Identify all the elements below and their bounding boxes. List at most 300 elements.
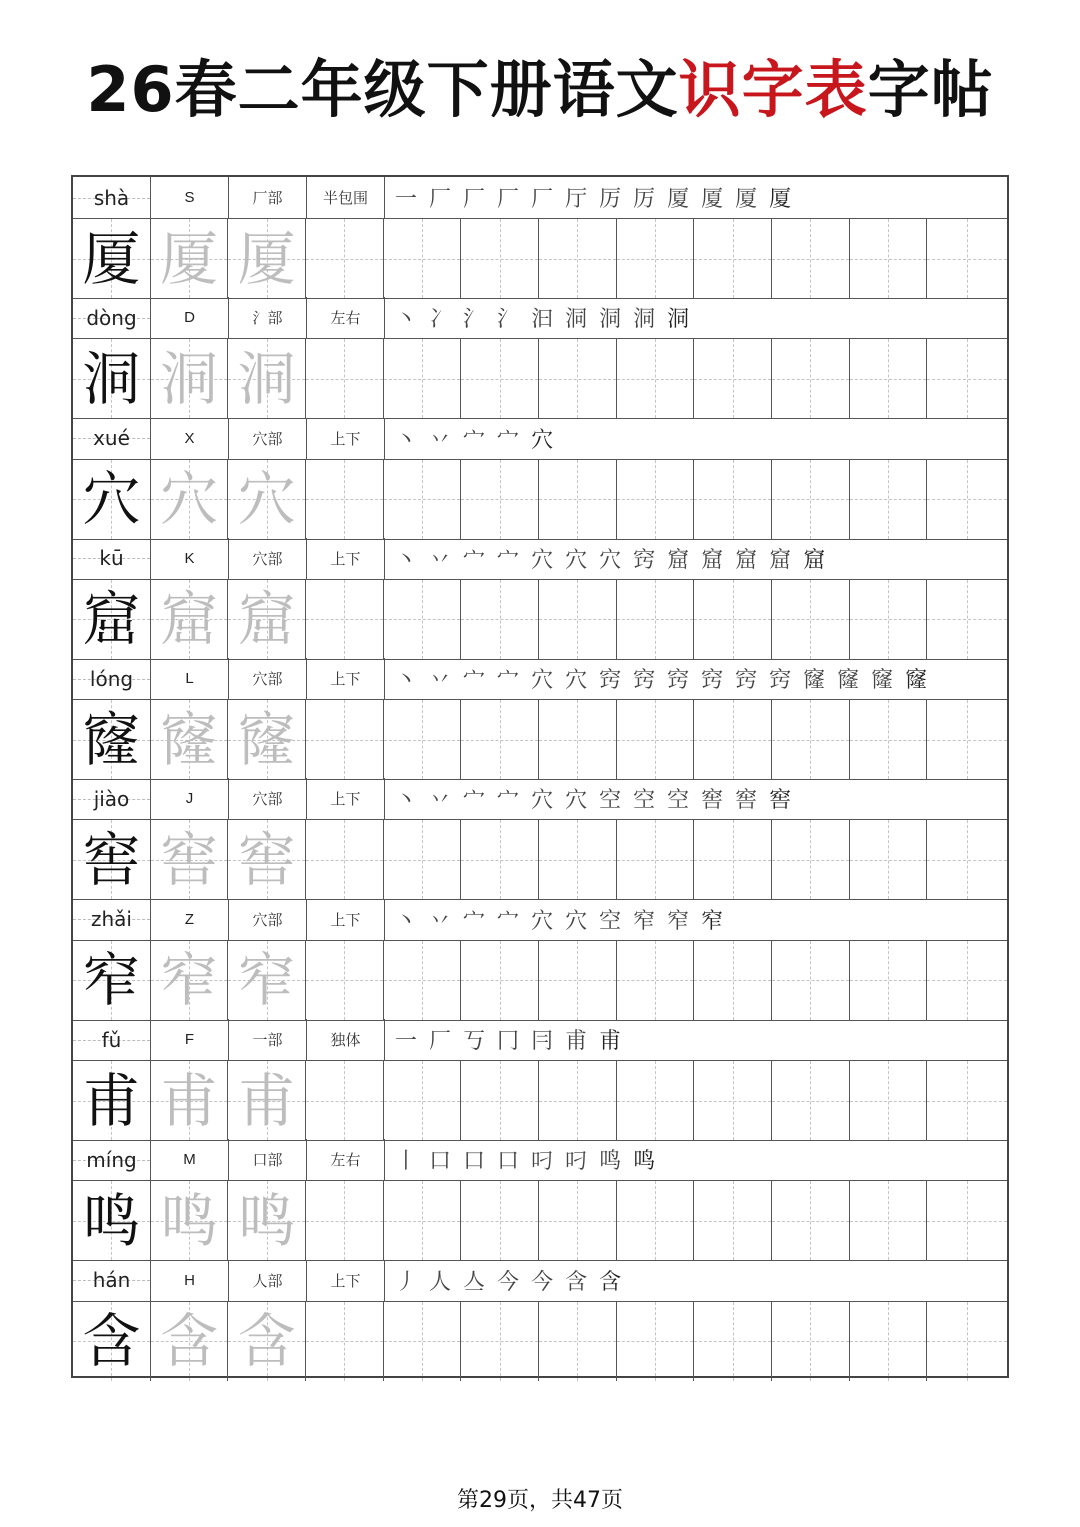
stroke-step: 氵 [463,307,486,333]
stroke-order [385,1019,1007,1060]
writing-box[interactable] [927,339,1007,418]
writing-box[interactable] [306,1061,384,1140]
stroke-step: 冂 [497,1029,520,1055]
trace-character: 厦 [160,224,219,293]
stroke-step: 丶 [395,668,418,694]
stroke-step: 丶 [395,908,418,934]
stroke-step: 人 [429,1269,452,1295]
writing-box[interactable] [927,1302,1007,1381]
stroke-order [385,418,1007,459]
writing-box[interactable] [617,339,695,418]
pinyin: jiào [93,786,130,811]
stroke-step: 宀 [463,427,486,453]
trace-character: 厦 [237,224,296,293]
writing-box[interactable] [306,1181,384,1260]
writing-box [151,941,229,1020]
writing-box[interactable] [461,460,539,539]
writing-box[interactable] [384,820,462,899]
character-entry [73,177,1007,297]
writing-box [228,460,306,539]
stroke-step: 空 [667,788,690,814]
info-row [73,297,1007,339]
writing-box [73,700,151,779]
stroke-step: 窿 [871,668,894,694]
stroke-step: 窍 [633,547,656,573]
initial-letter-cell [151,1019,229,1060]
writing-box[interactable] [772,460,850,539]
pinyin: míng [86,1147,137,1172]
stroke-step: 穴 [531,427,554,453]
writing-grid-row [73,1061,1007,1141]
radical: 氵部 [252,309,283,328]
stroke-step: 窖 [735,788,758,814]
model-character: 窖 [82,825,141,894]
stroke-step: 丷 [429,427,452,453]
info-row [73,1260,1007,1302]
writing-box[interactable] [461,1061,539,1140]
initial-letter: M [183,1151,196,1169]
writing-box[interactable] [772,1061,850,1140]
stroke-step: 洞 [565,307,588,333]
writing-box[interactable] [850,1181,928,1260]
writing-box[interactable] [384,1181,462,1260]
structure: 上下 [330,1271,361,1290]
writing-grid-row [73,339,1007,419]
stroke-order [385,297,1007,338]
stroke-step: 窿 [837,668,860,694]
stroke-step: 厅 [565,187,588,212]
stroke-step: 穴 [531,547,554,573]
writing-box[interactable] [772,1181,850,1260]
stroke-step: 窍 [735,668,758,694]
initial-letter-cell [151,297,229,338]
structure-cell [307,658,385,699]
stroke-step: 厉 [633,187,656,212]
structure: 上下 [330,790,361,809]
trace-character: 洞 [237,344,296,413]
writing-box[interactable] [694,219,772,298]
info-row [73,177,1007,219]
page-title [0,52,1080,128]
info-row [73,899,1007,941]
stroke-step: 窍 [633,668,656,694]
stroke-step: 宀 [497,547,520,573]
writing-box[interactable] [461,1302,539,1381]
writing-box[interactable] [539,941,617,1020]
writing-box[interactable] [927,820,1007,899]
writing-box[interactable] [850,1302,928,1381]
radical: 穴部 [252,910,283,929]
pinyin: hán [92,1268,131,1293]
stroke-step: 宀 [463,547,486,573]
writing-box[interactable] [850,941,928,1020]
stroke-step: 甫 [565,1029,588,1055]
stroke-step: 穴 [599,547,622,573]
writing-grid-row [73,460,1007,540]
stroke-step: 宀 [497,788,520,814]
initial-letter: J [185,790,194,808]
writing-box[interactable] [306,1302,384,1381]
writing-box[interactable] [694,700,772,779]
stroke-order [385,538,1007,579]
writing-box[interactable] [772,339,850,418]
stroke-step: 窍 [701,668,724,694]
pinyin-cell [73,899,151,940]
writing-box[interactable] [461,1181,539,1260]
trace-character: 含 [160,1307,219,1376]
stroke-step: 口 [429,1149,452,1175]
writing-box [228,580,306,659]
character-entry [73,778,1007,898]
character-entry [73,418,1007,538]
character-entry [73,1260,1007,1380]
pinyin-cell [73,1139,151,1180]
structure: 半包围 [322,189,368,207]
stroke-step: 窄 [701,908,724,934]
info-row [73,538,1007,580]
writing-grid-row [73,700,1007,780]
writing-grid-row [73,941,1007,1021]
structure-cell [307,1260,385,1301]
writing-box[interactable] [850,580,928,659]
writing-box[interactable] [617,1061,695,1140]
writing-box[interactable] [539,580,617,659]
stroke-step: 窖 [701,788,724,814]
writing-box[interactable] [539,820,617,899]
info-row [73,418,1007,460]
structure: 上下 [330,910,361,929]
writing-box[interactable] [850,219,928,298]
writing-box[interactable] [850,339,928,418]
title-part-2: 字帖 [867,53,994,126]
stroke-step: 厂 [531,187,554,212]
stroke-step: 丶 [395,547,418,573]
stroke-step: 厦 [667,187,690,212]
writing-box[interactable] [306,219,384,298]
stroke-step: 宀 [463,788,486,814]
model-character: 鸣 [82,1186,141,1255]
writing-box[interactable] [772,820,850,899]
writing-box[interactable] [539,460,617,539]
writing-box[interactable] [927,460,1007,539]
writing-box[interactable] [306,820,384,899]
writing-box[interactable] [927,700,1007,779]
structure-cell [307,177,385,218]
stroke-step: 宀 [463,668,486,694]
stroke-step: 丨 [395,1149,418,1175]
stroke-step: 丿 [395,1269,418,1295]
writing-box[interactable] [694,1181,772,1260]
stroke-step: 宀 [463,908,486,934]
writing-box [151,580,229,659]
writing-box[interactable] [539,1181,617,1260]
initial-letter-cell [151,899,229,940]
writing-box[interactable] [461,820,539,899]
writing-box[interactable] [539,339,617,418]
writing-box[interactable] [617,580,695,659]
stroke-step: 丶 [395,788,418,814]
writing-box [228,1181,306,1260]
pinyin-cell [73,778,151,819]
radical: 人部 [252,1271,283,1290]
stroke-step: 窟 [667,547,690,573]
pinyin: fǔ [101,1027,122,1052]
stroke-step: 冫 [429,307,452,333]
initial-letter: K [184,549,195,567]
writing-box[interactable] [772,700,850,779]
stroke-step: 丂 [463,1029,486,1055]
writing-box[interactable] [694,1302,772,1381]
writing-box[interactable] [384,580,462,659]
writing-box[interactable] [927,941,1007,1020]
stroke-step: 亼 [463,1269,486,1295]
trace-character: 鸣 [160,1186,219,1255]
writing-box[interactable] [461,700,539,779]
title-part-1: 26春二年级下册语文 [86,53,679,126]
writing-box[interactable] [384,339,462,418]
stroke-order [385,1260,1007,1301]
writing-box [73,1302,151,1381]
stroke-step: 含 [599,1269,622,1295]
writing-box[interactable] [617,1181,695,1260]
stroke-order [385,177,1007,218]
writing-box[interactable] [539,1302,617,1381]
writing-box[interactable] [850,1061,928,1140]
trace-character: 鸣 [237,1186,296,1255]
writing-box[interactable] [772,219,850,298]
pinyin: xué [93,426,130,451]
writing-box [228,820,306,899]
stroke-step: 穴 [531,788,554,814]
stroke-step: 氵 [497,307,520,333]
stroke-step: 穴 [531,668,554,694]
writing-box[interactable] [461,339,539,418]
writing-box[interactable] [384,941,462,1020]
stroke-step: 汩 [531,307,554,333]
radical-cell [229,899,307,940]
stroke-step: 窄 [633,908,656,934]
pinyin-cell [73,658,151,699]
initial-letter-cell [151,538,229,579]
writing-box[interactable] [927,1061,1007,1140]
stroke-step: 厦 [735,187,758,212]
writing-box[interactable] [461,580,539,659]
writing-grid-row [73,1302,1007,1381]
stroke-step: 洞 [633,307,656,333]
writing-box[interactable] [694,1061,772,1140]
trace-character: 窟 [160,585,219,654]
writing-box [73,339,151,418]
writing-box [228,700,306,779]
writing-box[interactable] [617,941,695,1020]
stroke-step: 叼 [531,1149,554,1175]
model-character: 洞 [82,344,141,413]
writing-box[interactable] [539,700,617,779]
stroke-step: 窟 [803,547,826,573]
initial-letter: X [184,429,195,447]
writing-box[interactable] [539,1061,617,1140]
initial-letter-cell [151,1260,229,1301]
pinyin-cell [73,418,151,459]
writing-box[interactable] [850,460,928,539]
writing-grid-row [73,1181,1007,1261]
info-row [73,1019,1007,1061]
writing-box[interactable] [772,941,850,1020]
stroke-step: 穴 [565,908,588,934]
model-character: 厦 [82,224,141,293]
writing-box[interactable] [306,580,384,659]
structure-cell [307,538,385,579]
writing-box[interactable] [694,820,772,899]
stroke-step: 口 [497,1149,520,1175]
writing-box[interactable] [850,820,928,899]
writing-box [151,1181,229,1260]
writing-box[interactable] [384,219,462,298]
stroke-step: 口 [463,1149,486,1175]
structure-cell [307,418,385,459]
stroke-step: 鸣 [599,1149,622,1175]
writing-box [228,339,306,418]
radical-cell [229,1260,307,1301]
stroke-step: 宀 [497,668,520,694]
stroke-step: 窿 [803,668,826,694]
stroke-step: 丶 [395,427,418,453]
writing-grid-row [73,219,1007,299]
initial-letter-cell [151,778,229,819]
writing-box [228,941,306,1020]
stroke-step: 空 [633,788,656,814]
stroke-step: 一 [395,1029,418,1055]
stroke-step: 厂 [497,187,520,212]
model-character: 窄 [82,946,141,1015]
radical: 穴部 [252,670,283,689]
writing-box[interactable] [772,580,850,659]
structure-cell [307,899,385,940]
stroke-step: 窟 [769,547,792,573]
model-character: 窿 [82,705,141,774]
stroke-order [385,899,1007,940]
stroke-step: 穴 [531,908,554,934]
stroke-step: 冃 [531,1029,554,1055]
writing-box[interactable] [617,700,695,779]
writing-box [151,460,229,539]
stroke-step: 今 [531,1269,554,1295]
writing-box[interactable] [694,460,772,539]
info-row [73,778,1007,820]
writing-box[interactable] [306,700,384,779]
character-entry [73,899,1007,1019]
stroke-step: 丶 [395,307,418,333]
writing-box[interactable] [384,1061,462,1140]
radical-cell [229,658,307,699]
writing-box[interactable] [306,941,384,1020]
writing-box [151,1061,229,1140]
trace-character: 窿 [237,705,296,774]
pinyin-cell [73,297,151,338]
writing-box [228,1302,306,1381]
pinyin-cell [73,538,151,579]
writing-box[interactable] [927,1181,1007,1260]
pinyin-cell [73,1019,151,1060]
writing-box [151,339,229,418]
writing-box[interactable] [306,460,384,539]
writing-box[interactable] [617,1302,695,1381]
writing-box [73,941,151,1020]
writing-box[interactable] [461,219,539,298]
model-character: 含 [82,1307,141,1376]
stroke-step: 含 [565,1269,588,1295]
radical-cell [229,1019,307,1060]
character-entry [73,297,1007,417]
writing-box[interactable] [384,460,462,539]
stroke-step: 窍 [769,668,792,694]
initial-letter-cell [151,177,229,218]
radical: 厂部 [252,189,283,207]
writing-box[interactable] [539,219,617,298]
stroke-step: 丷 [429,547,452,573]
writing-box[interactable] [617,820,695,899]
writing-box[interactable] [927,580,1007,659]
model-character: 穴 [82,465,141,534]
stroke-step: 厉 [599,187,622,212]
writing-box[interactable] [772,1302,850,1381]
radical: 穴部 [252,790,283,809]
writing-box[interactable] [694,339,772,418]
initial-letter: H [184,1271,195,1289]
stroke-step: 今 [497,1269,520,1295]
writing-grid-row [73,580,1007,660]
radical-cell [229,538,307,579]
character-entry [73,1019,1007,1139]
stroke-step: 窿 [905,668,928,694]
writing-box[interactable] [306,339,384,418]
writing-box[interactable] [850,700,928,779]
stroke-step: 空 [599,788,622,814]
writing-box[interactable] [617,219,695,298]
page-number: 第29页，共47页 [457,1488,623,1513]
stroke-step: 穴 [565,668,588,694]
radical: 穴部 [252,429,283,448]
writing-box [73,580,151,659]
writing-box[interactable] [927,219,1007,298]
radical-cell [229,418,307,459]
writing-box [151,219,229,298]
writing-box [73,1181,151,1260]
initial-letter: F [184,1031,195,1049]
structure-cell [307,297,385,338]
title-highlight: 识字表 [678,53,868,126]
writing-box [151,1302,229,1381]
writing-box[interactable] [384,1302,462,1381]
stroke-step: 洞 [667,307,690,333]
radical-cell [229,177,307,218]
writing-box[interactable] [461,941,539,1020]
writing-grid-row [73,820,1007,900]
writing-box[interactable] [617,460,695,539]
stroke-step: 丷 [429,908,452,934]
trace-character: 窖 [237,825,296,894]
writing-box [73,1061,151,1140]
writing-box[interactable] [694,941,772,1020]
stroke-step: 一 [395,187,418,212]
trace-character: 窟 [237,585,296,654]
writing-box[interactable] [384,700,462,779]
writing-box[interactable] [694,580,772,659]
trace-character: 窖 [160,825,219,894]
pinyin: shà [93,185,130,210]
stroke-order [385,1139,1007,1180]
trace-character: 窄 [237,946,296,1015]
